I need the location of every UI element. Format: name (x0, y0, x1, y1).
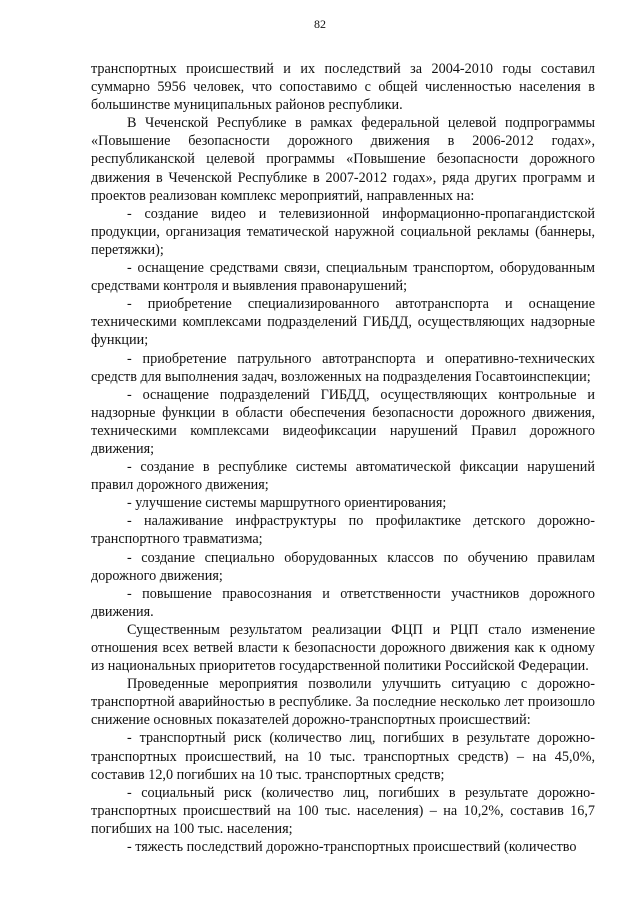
document-body (91, 60, 595, 856)
list-item: - приобретение патрульного автотранспорта и оперативно-технических средств для выполнения задач, возложенных на подразделения Госавтоинспекции; (91, 350, 595, 385)
continued-paragraph: транспортных происшествий и их последствий за 2004-2010 годы составил суммарно 5956 человек, что сопоставимо с общей численностью населения в большинстве муниципальных районов республики. (91, 61, 595, 114)
list-item: - улучшение системы маршрутного ориентирования; (127, 495, 447, 512)
list-item: - создание в республике системы автоматической фиксации нарушений правил дорожного движения; (91, 459, 595, 494)
list-item: - приобретение специализированного автотранспорта и оснащение техническими комплексами подразделений ГИБДД, осуществляющих надзорные функции; (91, 296, 595, 349)
page-number: 82 (314, 17, 326, 31)
list-item: - оснащение подразделений ГИБДД, осуществляющих контрольные и надзорные функции в области обеспечения безопасности дорожного движения, техническими комплексами видеофиксации нарушений Правил дорожного движения; (91, 386, 595, 457)
paragraph: Существенным результатом реализации ФЦП и РЦП стало изменение отношения всех ветвей власти к безопасности дорожного движения как к одному из национальных приоритетов государственной политики Российской Федерации. (91, 621, 595, 675)
list-item: - тяжесть последствий дорожно-транспортных происшествий (количество (127, 839, 577, 856)
list-item: - социальный риск (количество лиц, погибших в результате дорожно-транспортных происшествий на 100 тыс. населения) – на 10,2%, составив 16,7 погибших на 100 тыс. населения; (91, 784, 595, 837)
list-item: - создание специально оборудованных классов по обучению правилам дорожного движения; (91, 549, 595, 584)
list-item: - транспортный риск (количество лиц, погибших в результате дорожно-транспортных происшествий, на 10 тыс. транспортных средств) – на 45,0%, составив 12,0 погибших на 10 тыс. транспортных средств; (91, 730, 595, 783)
paragraph: Проведенные мероприятия позволили улучшить ситуацию с дорожно-транспортной аварийностью в республике. За последние несколько лет произошло снижение основных показателей дорожно-транспортных происшествий: (91, 676, 595, 729)
list-item: - налаживание инфраструктуры по профилактике детского дорожно-транспортного травматизма; (91, 513, 595, 548)
list-item: - создание видео и телевизионной информационно-пропагандистской продукции, организация тематической наружной социальной рекламы (баннеры, перетяжки); (91, 205, 595, 258)
paragraph: В Чеченской Республике в рамках федеральной целевой подпрограммы «Повышение безопасности дорожного движения в 2006-2012 годах», республиканской целевой программы «Повышение безопасности дорожного движения в Чеченской Республике в 2007-2012 годах», ряда других программ и проектов реализован комплекс мероприятий, направленных на: (91, 115, 595, 204)
list-item: - оснащение средствами связи, специальным транспортом, оборудованным средствами контроля и выявления правонарушений; (91, 260, 595, 295)
list-item: - повышение правосознания и ответственности участников дорожного движения. (91, 585, 595, 620)
